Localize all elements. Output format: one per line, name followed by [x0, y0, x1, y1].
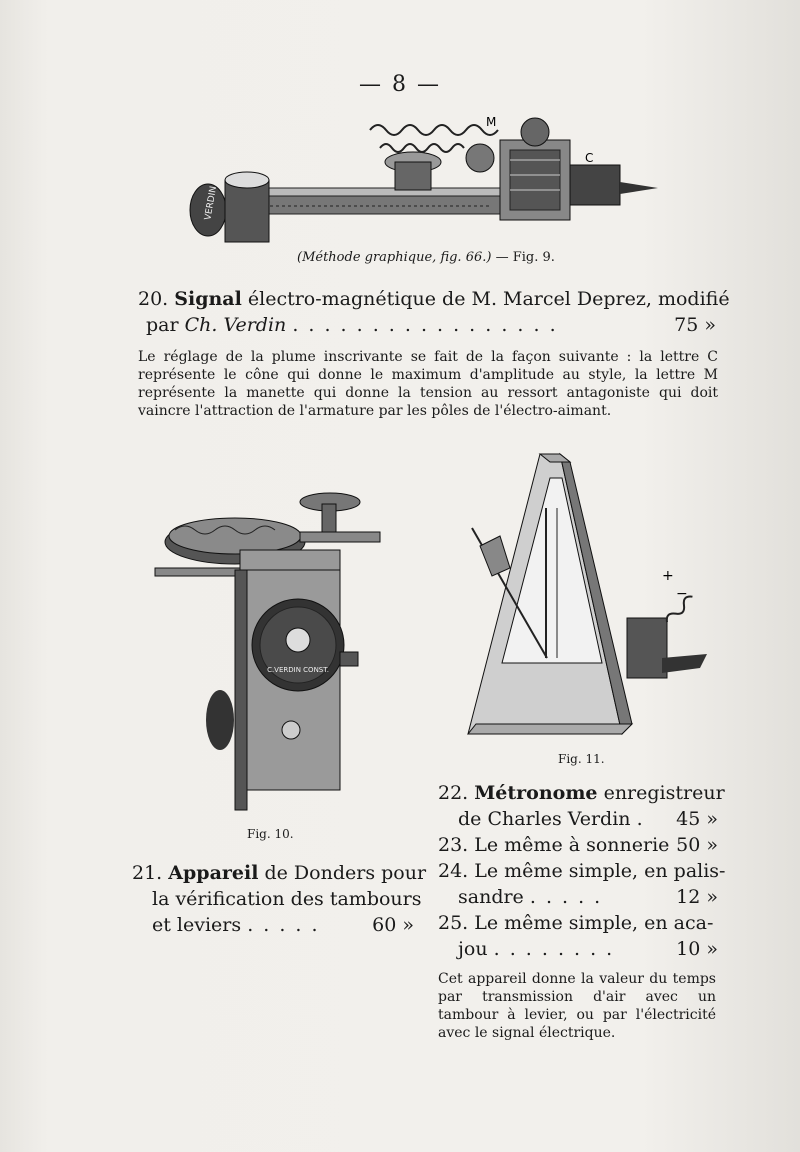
- item-24-price: 12: [676, 886, 701, 908]
- item-21: [132, 860, 427, 938]
- figure-10-illustration: [150, 490, 390, 820]
- metronome-description: Cet appareil donne la valeur du temps par transmission d'air avec un tambour à levier, ou par l'électricité avec le signal électrique.: [438, 971, 716, 1041]
- item-23-number: 23.: [438, 834, 469, 856]
- item-23-price: 50: [676, 834, 701, 856]
- item-23: [438, 832, 718, 858]
- item-24-line-1: [438, 858, 726, 884]
- figure-9-caption: [297, 250, 555, 265]
- item-20-price: 75: [674, 314, 699, 336]
- item-25-dots: . . . . . . . .: [493, 938, 615, 960]
- item-20: [138, 286, 730, 338]
- figure-11-illustration: [462, 448, 712, 748]
- item-21-mark: »: [402, 914, 414, 936]
- item-21-title: Appareil: [168, 862, 259, 884]
- item-23-text: Le même à sonnerie: [474, 834, 670, 856]
- item-21-price: 60: [372, 914, 397, 936]
- item-20-number: 20.: [138, 288, 169, 310]
- item-22-price: 45: [676, 808, 701, 830]
- item-24-line-1-text: Le même simple, en palis-: [474, 860, 726, 882]
- page-number: — 8 —: [359, 72, 441, 97]
- item-24-line-2-text: sandre: [458, 886, 524, 908]
- item-20-line-1: [138, 286, 730, 312]
- item-20-dots: . . . . . . . . . . . . . . . . .: [292, 314, 558, 336]
- figure-10-engraving: C.VERDIN CONST.: [267, 666, 329, 674]
- item-25-number: 25.: [438, 912, 469, 934]
- item-22-line-2-text: de Charles Verdin: [458, 808, 631, 830]
- item-25-line-2: [438, 936, 718, 962]
- figure-9-label-m: M: [486, 115, 497, 129]
- item-22-line-1-rest: enregistreur: [597, 782, 725, 804]
- item-22-mark: »: [706, 808, 718, 830]
- item-21-line-3: [132, 912, 414, 938]
- item-22-line-1: [438, 780, 725, 806]
- item-25-line-1: [438, 910, 718, 936]
- item-25-mark: »: [706, 938, 718, 960]
- item-23-mark: »: [706, 834, 718, 856]
- item-24-dots: . . . . .: [529, 886, 603, 908]
- item-20-line-1-rest: électro-magnétique de M. Marcel Deprez, modifié: [241, 288, 730, 310]
- item-20-description: Le réglage de la plume inscrivante se fait de la façon suivante : la lettre C représente le cône qui donne le maximum d'amplitude au style, la lettre M représente la manette qui donne la tension au ressort antagoniste qui doit vaincre l'attraction de l'armature par les pôles de l'électro-aimant.: [138, 349, 718, 419]
- item-21-line-2: la vérification des tambours: [152, 888, 422, 910]
- item-20-line-2-prefix: par: [146, 314, 185, 336]
- item-22-line-2: [438, 806, 718, 832]
- item-22-title: Métronome: [474, 782, 598, 804]
- item-25-price: 10: [676, 938, 701, 960]
- figure-11-plus: +: [662, 568, 674, 584]
- item-24-line-2: [438, 884, 718, 910]
- figure-11-label: Fig. 11.: [558, 752, 605, 766]
- item-20-author: Ch. Verdin: [184, 314, 287, 336]
- item-21-line-1: [132, 860, 427, 886]
- item-20-mark: »: [704, 314, 716, 336]
- figure-10-label: Fig. 10.: [247, 827, 294, 841]
- items-22-25: [438, 780, 726, 962]
- figure-9-label-c: C: [585, 151, 594, 165]
- figure-9-caption-italic: (Méthode graphique, fig. 66.): [297, 250, 492, 265]
- item-24-mark: »: [706, 886, 718, 908]
- item-20-line-2: [138, 312, 716, 338]
- item-21-dots: . . . . .: [247, 914, 320, 936]
- item-20-title: Signal: [174, 288, 242, 310]
- item-21-line-3-text: et leviers: [152, 914, 242, 936]
- figure-9-engraving: VERDIN: [203, 185, 220, 222]
- item-22-dots: .: [636, 808, 643, 830]
- item-22-number: 22.: [438, 782, 469, 804]
- item-21-number: 21.: [132, 862, 163, 884]
- item-25-line-1-text: Le même simple, en aca-: [474, 912, 714, 934]
- item-25-line-2-text: jou: [458, 938, 488, 960]
- figure-9-caption-rest: — Fig. 9.: [491, 250, 555, 265]
- item-21-line-1-rest: de Donders pour: [258, 862, 427, 884]
- figure-9-illustration: [180, 110, 670, 250]
- figure-11-minus: −: [676, 586, 688, 602]
- item-24-number: 24.: [438, 860, 469, 882]
